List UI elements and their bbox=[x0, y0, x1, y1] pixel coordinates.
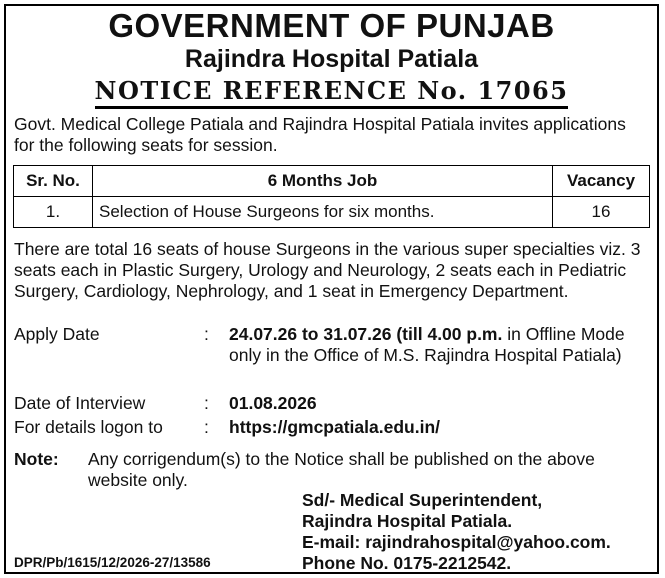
notice-reference bbox=[6, 76, 657, 110]
signature-hospital: Rajindra Hospital Patiala. bbox=[302, 511, 513, 531]
government-title: GOVERNMENT OF PUNJAB bbox=[108, 7, 555, 44]
apply-date-value bbox=[229, 324, 649, 366]
details-label: For details logon to bbox=[14, 417, 163, 437]
cell-vacancy: 16 bbox=[553, 197, 650, 228]
dpr-reference: DPR/Pb/1615/12/2026-27/13586 bbox=[14, 555, 211, 570]
apply-dates: 24.07.26 to 31.07.26 bbox=[229, 324, 392, 344]
note-text: Any corrigendum(s) to the Notice shall be published on the above website only. bbox=[88, 449, 595, 490]
interview-label: Date of Interview bbox=[14, 393, 146, 413]
intro-paragraph: Govt. Medical College Patiala and Rajindra Hospital Patiala invites applications for the following seats for session. bbox=[14, 114, 626, 155]
interview-row bbox=[14, 393, 654, 414]
details-row bbox=[14, 417, 654, 438]
header-sr-no: Sr. No. bbox=[14, 166, 93, 197]
apply-date-colon: : bbox=[204, 324, 209, 344]
details-colon: : bbox=[204, 417, 209, 437]
interview-colon: : bbox=[204, 393, 209, 413]
vacancy-table bbox=[13, 165, 650, 228]
website-link[interactable]: https://gmcpatiala.edu.in/ bbox=[229, 417, 440, 437]
interview-date: 01.08.2026 bbox=[229, 393, 317, 413]
seats-description: There are total 16 seats of house Surgeons in the various super specialties viz. 3 seats each in Plastic Surgery, Urology and Neurology, 2 seats each in Pediatric Surgery, Cardiology, Nephrology, and 1 seat in Emergency Department. bbox=[14, 239, 641, 301]
header-job: 6 Months Job bbox=[93, 166, 553, 197]
apply-mode: in Offline Mode only in the Office of M.S. Rajindra Hospital Patiala) bbox=[229, 324, 625, 365]
signature-email: E-mail: rajindrahospital@yahoo.com. bbox=[302, 532, 611, 552]
apply-date-label: Apply Date bbox=[14, 324, 100, 344]
notice-reference-text: NOTICE REFERENCE No. 17065 bbox=[95, 76, 569, 109]
apply-date-row bbox=[14, 324, 654, 388]
cell-sr-no: 1. bbox=[14, 197, 93, 228]
header-vacancy: Vacancy bbox=[553, 166, 650, 197]
signature-title: Sd/- Medical Superintendent, bbox=[302, 490, 543, 510]
apply-time: (till 4.00 p.m. bbox=[396, 324, 503, 344]
table-row bbox=[14, 197, 650, 228]
cell-job: Selection of House Surgeons for six months. bbox=[93, 197, 553, 228]
table-header-row bbox=[14, 166, 650, 197]
signature-phone: Phone No. 0175-2212542. bbox=[302, 553, 512, 573]
signature-block bbox=[302, 490, 611, 574]
hospital-title: Rajindra Hospital Patiala bbox=[184, 45, 479, 73]
notice-box bbox=[4, 4, 659, 574]
note-label: Note: bbox=[14, 449, 59, 469]
